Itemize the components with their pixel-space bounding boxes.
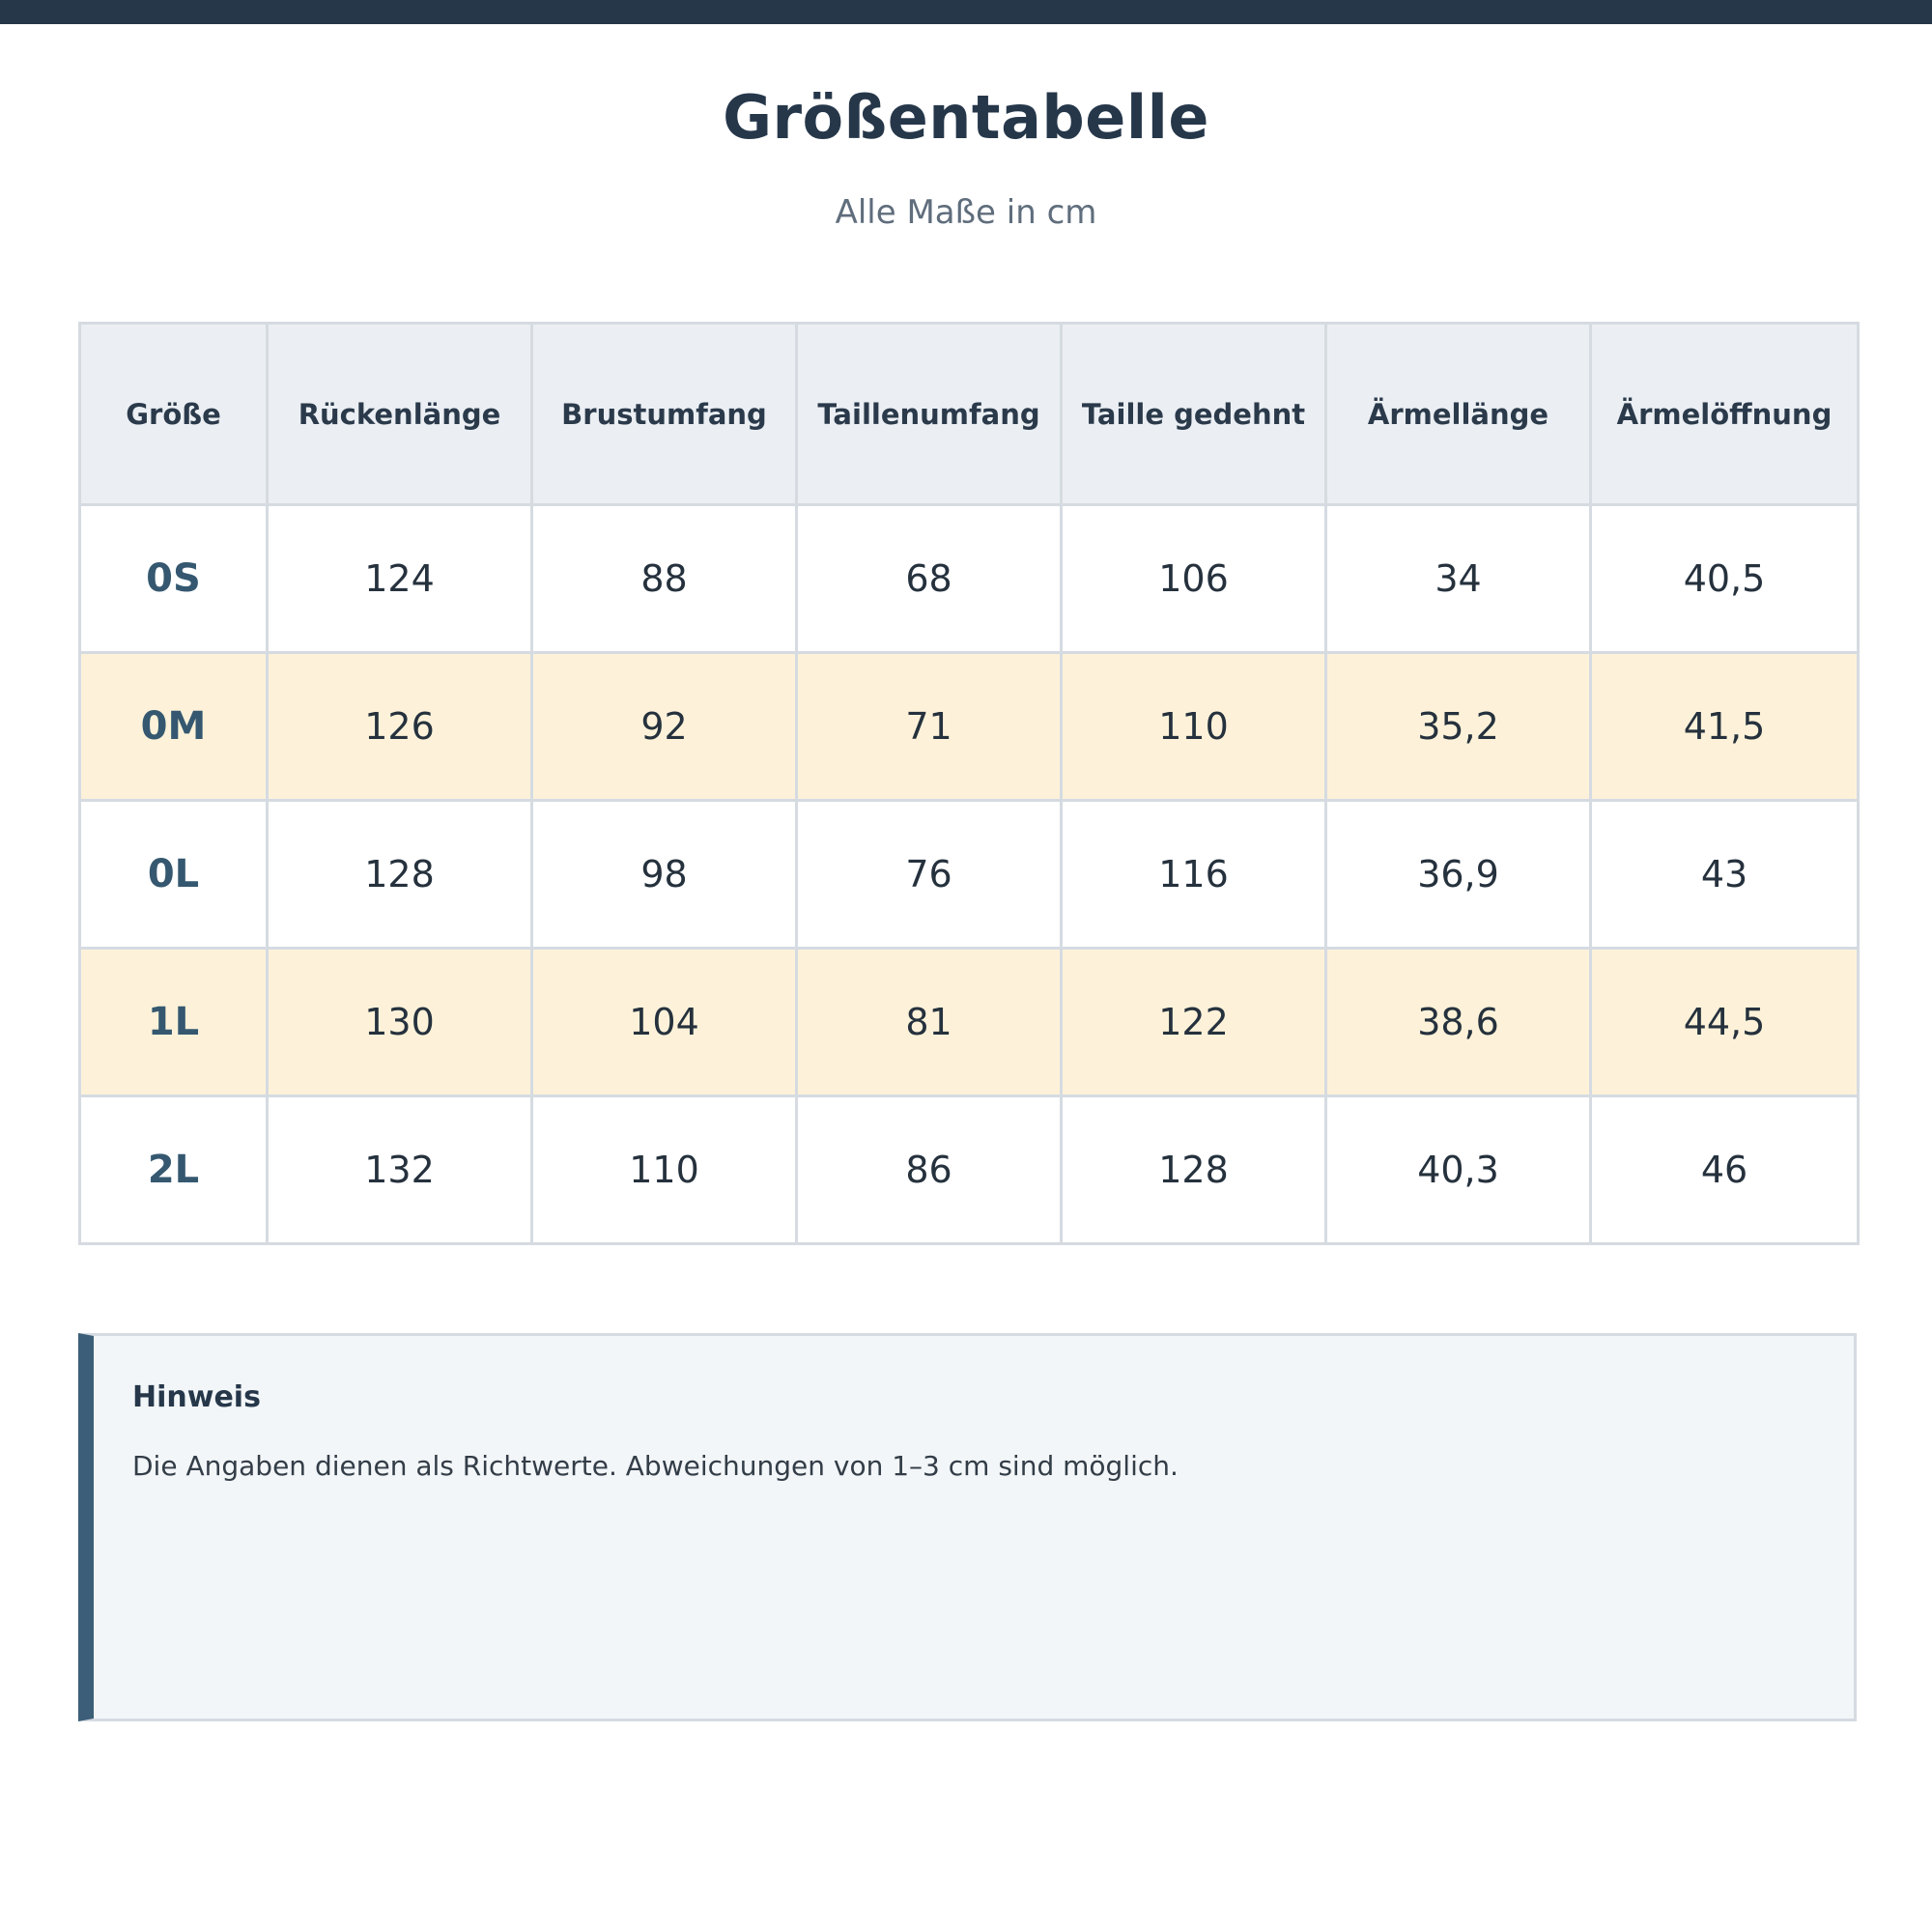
size-label: 2L [80, 1096, 268, 1244]
table-cell: 124 [268, 505, 532, 653]
column-header-aermeloeffnung: Ärmelöffnung [1591, 324, 1859, 505]
table-row [80, 801, 1859, 949]
table-cell: 110 [532, 1096, 797, 1244]
table-cell: 76 [797, 801, 1062, 949]
table-cell: 86 [797, 1096, 1062, 1244]
table-row [80, 1096, 1859, 1244]
table-cell: 116 [1062, 801, 1326, 949]
column-header-brustumfang: Brustumfang [532, 324, 797, 505]
table-cell: 130 [268, 949, 532, 1096]
table-cell: 132 [268, 1096, 532, 1244]
table-cell: 81 [797, 949, 1062, 1096]
table-cell: 122 [1062, 949, 1326, 1096]
table-cell: 34 [1326, 505, 1591, 653]
table-cell: 106 [1062, 505, 1326, 653]
table-cell: 98 [532, 801, 797, 949]
table-cell: 46 [1591, 1096, 1859, 1244]
table-row [80, 949, 1859, 1096]
table-header-row [80, 324, 1859, 505]
table-cell: 128 [1062, 1096, 1326, 1244]
top-accent-bar [0, 0, 1932, 24]
table-cell: 126 [268, 653, 532, 801]
table-cell: 71 [797, 653, 1062, 801]
column-header-taillenumfang: Taillenumfang [797, 324, 1062, 505]
table-cell: 43 [1591, 801, 1859, 949]
table-cell: 40,3 [1326, 1096, 1591, 1244]
page-subtitle: Alle Maße in cm [835, 193, 1097, 232]
size-label: 0M [80, 653, 268, 801]
size-label: 1L [80, 949, 268, 1096]
table-cell: 110 [1062, 653, 1326, 801]
table-cell: 36,9 [1326, 801, 1591, 949]
table-cell: 35,2 [1326, 653, 1591, 801]
note-box [78, 1333, 1857, 1721]
table-cell: 128 [268, 801, 532, 949]
size-table [78, 322, 1860, 1245]
column-header-rueckenlaenge: Rückenlänge [268, 324, 532, 505]
table-cell: 44,5 [1591, 949, 1859, 1096]
table-row [80, 653, 1859, 801]
column-header-taille-gedehnt: Taille gedehnt [1062, 324, 1326, 505]
note-title: Hinweis [132, 1380, 261, 1414]
table-cell: 104 [532, 949, 797, 1096]
page-title: Größentabelle [723, 82, 1209, 153]
note-text: Die Angaben dienen als Richtwerte. Abweichungen von 1–3 cm sind möglich. [132, 1450, 1179, 1482]
size-label: 0S [80, 505, 268, 653]
table-cell: 68 [797, 505, 1062, 653]
table-cell: 38,6 [1326, 949, 1591, 1096]
table-cell: 41,5 [1591, 653, 1859, 801]
table-cell: 92 [532, 653, 797, 801]
table-row [80, 505, 1859, 653]
table-cell: 88 [532, 505, 797, 653]
table-cell: 40,5 [1591, 505, 1859, 653]
column-header-aermellaenge: Ärmellänge [1326, 324, 1591, 505]
size-label: 0L [80, 801, 268, 949]
column-header-groesse: Größe [80, 324, 268, 505]
